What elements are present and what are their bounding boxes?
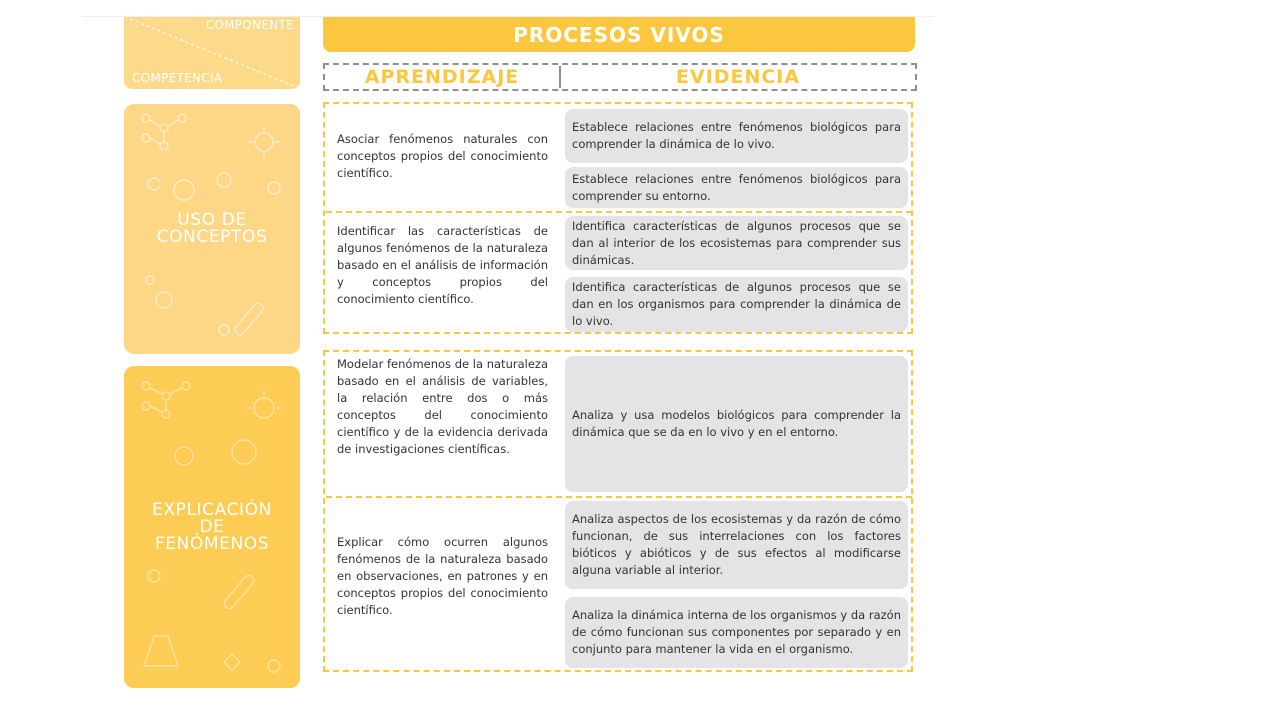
evidencia-box [565,356,908,492]
component-title: PROCESOS VIVOS [323,17,915,52]
row-divider [326,211,912,213]
competence-label: COMPETENCIA [132,71,223,85]
evidencia-text: Analiza la dinámica interna de los organismos y da razón de cómo funcionan sus componentes por separado y en conjunto para mantener la vida en el organismo. [572,608,901,656]
competence-uso-de-conceptos [124,104,300,354]
corner-header-cell [124,17,300,89]
evidencia-text: Identifica características de algunos procesos que se dan al interior de los ecosistemas para comprender sus dinámicas. [572,218,901,267]
evidencia-text: Establece relaciones entre fenómenos biológicos para comprender su entorno. [572,171,901,203]
evidencia-box [565,109,908,163]
aprendizaje-text: Explicar cómo ocurren algunos fenómenos de la naturaleza basado en observaciones, en patrones y en conceptos propios del conocimiento científico. [337,535,548,617]
competence-label-uso: USO DE CONCEPTOS [156,210,268,247]
evidencia-box [565,501,908,589]
evidencia-box [565,277,908,332]
competence-explicacion-de-fenomenos [124,366,300,688]
column-header-aprendizaje: APRENDIZAJE [364,66,520,88]
evidencia-text: Establece relaciones entre fenómenos biológicos para comprender la dinámica de lo vivo. [572,120,901,151]
evidencia-box [565,216,908,270]
column-header-evidencia: EVIDENCIA [675,66,801,88]
evidencia-text: Identifica características de algunos procesos que se dan en los organismos para comprender la dinámica de lo vivo. [572,280,901,328]
evidencia-text: Analiza y usa modelos biológicos para comprender la dinámica que se da en lo vivo y en el entorno. [572,408,901,439]
aprendizaje-text: Modelar fenómenos de la naturaleza basado en el análisis de variables, la relación entre dos o más conceptos del conocimiento científico y de la evidencia derivada de investigaciones científicas. [337,357,548,456]
component-label: COMPONENTE [205,18,294,32]
evidencia-box [565,167,908,208]
competence-label-explicacion: EXPLICACIÓN DE FENÓMENOS [152,499,272,554]
column-header-row [323,63,917,91]
aprendizaje-text: Identificar las características de algunos fenómenos de la naturaleza basado en el análisis de información y conceptos propios del conocimiento científico. [337,224,548,306]
evidencia-box [565,597,908,668]
aprendizaje-text: Asociar fenómenos naturales con conceptos propios del conocimiento científico. [337,132,548,180]
row-divider [326,496,912,498]
evidencia-text: Analiza aspectos de los ecosistemas y da razón de cómo funcionan, de sus interrelaciones con los factores bióticos y abióticos y de sus efectos al modificarse alguna variable al interior. [572,512,901,577]
